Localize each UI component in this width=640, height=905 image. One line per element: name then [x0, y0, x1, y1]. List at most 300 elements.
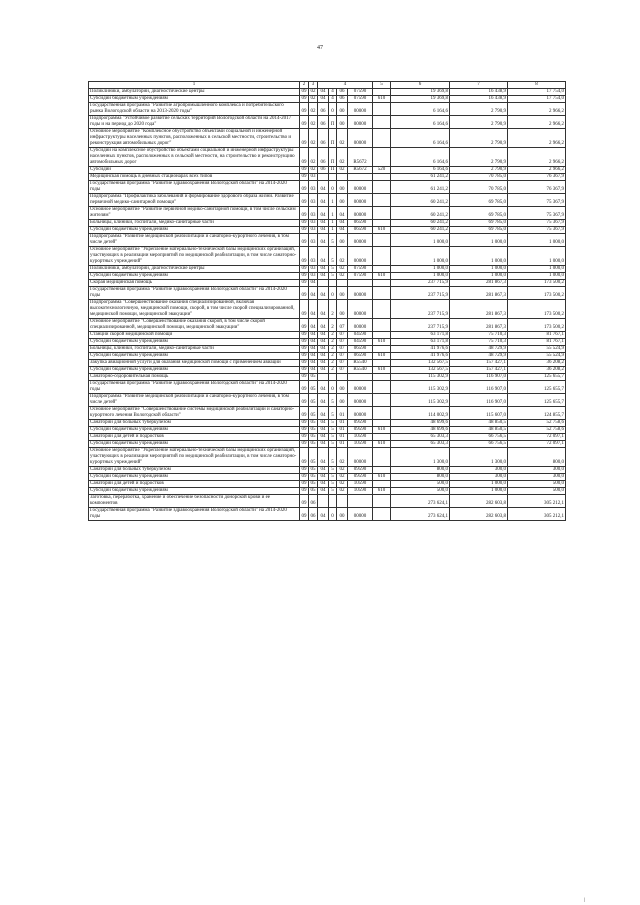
row-value-cell: 281 867,3 [450, 287, 508, 300]
row-name-cell: Станции скорой медицинской помощи [89, 332, 300, 339]
row-value-cell: 1 000,0 [391, 234, 450, 247]
row-value-cell: 09 [301, 360, 307, 365]
row-value-cell: 81 767,1 [508, 339, 566, 346]
row-value-cell: 00000 [348, 247, 373, 266]
row-value-cell: 1 000,0 [450, 481, 508, 488]
row-value-cell [373, 434, 391, 441]
table-row [89, 194, 566, 207]
row-value-cell: 5 [329, 407, 337, 420]
row-value-cell: 00000 [348, 394, 373, 407]
row-value-cell [337, 495, 348, 508]
table-row [89, 420, 566, 427]
table-row [89, 360, 566, 367]
row-value-cell: 04 [309, 319, 318, 332]
row-value-cell: 01 [337, 427, 348, 434]
row-value-cell: 500,0 [508, 488, 566, 495]
row-value-cell: 06 [318, 116, 329, 129]
row-value-cell: 36 208,2 [508, 367, 566, 374]
row-value-cell: 2 790,9 [450, 167, 508, 174]
row-value-cell [373, 467, 391, 474]
row-value-cell: 305 212,1 [508, 508, 566, 521]
row-value-cell: 09 [300, 247, 309, 266]
row-name-cell: Заготовка, переработка, хранение и обеспечение безопасности донорской крови и ее компонентов [89, 495, 300, 508]
row-value-cell: 1 [329, 220, 337, 227]
row-value-cell: 04 [318, 194, 329, 207]
row-value-cell: 04 [318, 448, 329, 467]
row-value-cell: 07590 [348, 266, 373, 273]
row-value-cell: 5 [329, 420, 337, 427]
row-value-cell [373, 280, 391, 287]
row-value-cell [373, 129, 391, 148]
row-value-cell [373, 174, 391, 181]
row-value-cell: 2 966,2 [508, 148, 566, 167]
row-value-cell: 610 [373, 488, 391, 495]
table-row [89, 495, 566, 508]
row-value-cell: 00000 [348, 300, 373, 319]
row-name-cell: Субсидии бюджетным учреждениям [89, 96, 300, 103]
table-row [89, 227, 566, 234]
row-value-cell [373, 374, 391, 381]
row-value-cell: 06590 [348, 353, 373, 360]
row-value-cell: 5 [329, 467, 337, 474]
row-value-cell: 00 [337, 181, 348, 194]
row-value-cell: 00000 [348, 194, 373, 207]
row-value-cell: 01 [337, 434, 348, 441]
row-value-cell: R5540 [348, 360, 373, 367]
row-value-cell: 800,0 [391, 474, 450, 481]
row-value-cell: 114 002,9 [391, 407, 450, 420]
row-value-cell: 04 [318, 407, 329, 420]
side-mark: | [584, 898, 586, 903]
row-value-cell: 1 000,0 [391, 266, 450, 273]
row-value-cell: 09 [301, 427, 307, 432]
row-value-cell: 03 [310, 266, 316, 271]
row-name-cell: Подпрограмма "Совершенствование оказания специализированной, включая высокотехнологичную, медицинской помощи, скорой, в том числе скорой специализированной, медицинской помощи, медицинской эвакуации" [89, 300, 300, 319]
row-name-cell: Основное мероприятие "Совершенствование системы медицинской реабилитации и санаторно-курортного лечения Вологодской области" [89, 407, 300, 420]
row-value-cell: 03 [309, 247, 318, 266]
row-value-cell: 09 [300, 207, 309, 220]
row-name-cell: Государственная программа "Развитие здравоохранения Вологодской области" на 2014-2020 годы [89, 287, 300, 300]
row-value-cell: 04 [310, 367, 316, 372]
row-value-cell: 132 567,5 [391, 360, 450, 367]
row-value-cell: 09 [301, 280, 307, 285]
row-value-cell: 01 [337, 420, 348, 427]
row-value-cell [373, 103, 391, 116]
row-value-cell: 07 [337, 339, 348, 346]
row-name-cell: Основное мероприятие "Укрепление материально-технической базы медицинских организаций, участвующих в реализации мероприятий по медицинской реабилитации, в том числе санаторно-курортных учреждений" [89, 448, 300, 467]
row-value-cell: 00 [337, 103, 348, 116]
row-name-cell: Подпрограмма "Развитие медицинской реабилитации и санаторно-курортного лечения, в том числе детей" [89, 394, 300, 407]
row-value-cell: 41 976,6 [391, 346, 450, 353]
row-value-cell: 04 [318, 420, 329, 427]
header-cell: 8 [508, 82, 566, 89]
row-value-cell: П [329, 167, 337, 174]
row-value-cell: 04 [318, 467, 329, 474]
row-value-cell: 61 241,2 [391, 174, 450, 181]
row-value-cell: 69 785,0 [450, 227, 508, 234]
row-value-cell [373, 220, 391, 227]
row-value-cell: 04 [337, 207, 348, 220]
table-row [89, 346, 566, 353]
row-value-cell: 1 000,0 [508, 247, 566, 266]
row-value-cell: 157 427,1 [450, 360, 508, 367]
row-name-cell: Больницы, клиники, госпитали, медико-санитарные части [89, 346, 300, 353]
row-value-cell: П [329, 116, 337, 129]
table-row [89, 467, 566, 474]
row-value-cell: 03 [309, 207, 318, 220]
table-row [89, 339, 566, 346]
row-value-cell: 1 000,0 [450, 273, 508, 280]
row-value-cell [373, 234, 391, 247]
row-value-cell [373, 394, 391, 407]
row-value-cell [373, 266, 391, 273]
row-value-cell: 72 097,1 [508, 441, 566, 448]
table-row [89, 103, 566, 116]
row-value-cell: 273 624,1 [391, 495, 450, 508]
row-value-cell [373, 287, 391, 300]
row-name-cell: Поликлиники, амбулатории, диагностические центры [89, 89, 300, 96]
row-value-cell: 00000 [348, 508, 373, 521]
row-name-cell: Санатории для детей и подростков [89, 481, 300, 488]
row-value-cell: 09 [301, 353, 307, 358]
row-name-cell: Основное мероприятие "Укрепление материально-технической базы медицинских организаций, участвующих в реализации мероприятий по медицинской реабилитации, в том числе санаторно-курортных учреждений" [89, 247, 300, 266]
row-value-cell: 5 [329, 394, 337, 407]
budget-table [88, 81, 566, 521]
row-value-cell: 09 [301, 220, 307, 225]
row-value-cell: 06 [318, 129, 329, 148]
row-value-cell: 04 [318, 332, 329, 339]
table-row [89, 367, 566, 374]
row-value-cell: 6 164,6 [391, 116, 450, 129]
row-value-cell: 5 [329, 234, 337, 247]
row-value-cell: 09 [300, 381, 309, 394]
row-name-cell: Санатории для детей и подростков [89, 434, 300, 441]
row-value-cell: 09 [301, 474, 307, 479]
row-value-cell: 5 [329, 247, 337, 266]
row-value-cell: 300,0 [508, 467, 566, 474]
row-value-cell: 04 [318, 441, 329, 448]
row-value-cell: 09 [300, 407, 309, 420]
row-value-cell: 07 [337, 346, 348, 353]
row-value-cell: 01 [337, 441, 348, 448]
row-value-cell: 00000 [348, 381, 373, 394]
row-value-cell: 237 715,9 [391, 319, 450, 332]
row-value-cell: 0 [329, 381, 337, 394]
row-value-cell: 610 [373, 441, 391, 448]
row-value-cell [337, 280, 348, 287]
row-value-cell: 09 [300, 194, 309, 207]
table-row [89, 332, 566, 339]
row-value-cell: 60 241,2 [391, 194, 450, 207]
row-value-cell: 09 [301, 273, 307, 278]
row-value-cell: 02 [337, 467, 348, 474]
row-value-cell: 66 756,5 [450, 441, 508, 448]
row-value-cell: 04 [318, 220, 329, 227]
row-value-cell: 04 [318, 427, 329, 434]
row-value-cell: 05 [309, 407, 318, 420]
row-value-cell: 03 [309, 234, 318, 247]
row-value-cell [318, 495, 329, 508]
row-value-cell: 300,0 [450, 467, 508, 474]
row-value-cell: 04 [318, 319, 329, 332]
row-value-cell: 237 715,9 [391, 280, 450, 287]
row-value-cell: 09 [300, 300, 309, 319]
row-value-cell: 04 [318, 266, 329, 273]
row-value-cell: 09 [301, 96, 307, 101]
row-value-cell [373, 89, 391, 96]
row-value-cell: 04 [337, 220, 348, 227]
row-value-cell: 00000 [348, 103, 373, 116]
row-value-cell: 116 907,0 [450, 374, 508, 381]
table-row [89, 234, 566, 247]
row-name-cell: Подпрограмма "Развитие медицинской реабилитации и санаторно-курортного лечения, в том числе детей" [89, 234, 300, 247]
row-value-cell: 05 [310, 441, 316, 446]
row-value-cell: 116 907,0 [450, 381, 508, 394]
row-value-cell: 05 [310, 474, 316, 479]
row-value-cell: 1 000,0 [450, 266, 508, 273]
row-value-cell [348, 495, 373, 508]
row-value-cell: 2 966,2 [508, 103, 566, 116]
row-value-cell: 04 [318, 96, 329, 103]
row-value-cell: 04 [318, 89, 329, 96]
row-value-cell [373, 481, 391, 488]
row-value-cell: 19 369,8 [391, 89, 450, 96]
table-row [89, 167, 566, 174]
row-value-cell: 0 [329, 181, 337, 194]
row-name-cell: Санатории для больных туберкулезом [89, 467, 300, 474]
row-value-cell: 04 [318, 434, 329, 441]
row-value-cell: 07590 [348, 89, 373, 96]
row-value-cell: 04 [318, 474, 329, 481]
row-value-cell: 09 [300, 116, 309, 129]
row-value-cell: 02 [309, 116, 318, 129]
row-value-cell: 06 [318, 103, 329, 116]
row-value-cell [373, 495, 391, 508]
header-cell: 1 [89, 82, 300, 89]
row-value-cell: 04 [318, 300, 329, 319]
row-value-cell: 610 [373, 96, 391, 103]
row-value-cell: 00000 [348, 319, 373, 332]
table-row [89, 374, 566, 381]
row-value-cell: 09 [301, 441, 307, 446]
row-value-cell: R5672 [348, 167, 373, 174]
header-cell: 5 [373, 82, 391, 89]
row-value-cell: 5 [329, 266, 337, 273]
table-row [89, 287, 566, 300]
row-value-cell: 5 [329, 481, 337, 488]
row-value-cell: 04 [318, 207, 329, 220]
row-value-cell: 00 [337, 234, 348, 247]
row-value-cell: R5540 [348, 367, 373, 374]
row-value-cell: 2 790,9 [450, 103, 508, 116]
row-value-cell: 6 164,6 [391, 103, 450, 116]
row-value-cell: 173 500,2 [508, 319, 566, 332]
row-value-cell: 06590 [348, 227, 373, 234]
row-value-cell: 00 [337, 116, 348, 129]
row-value-cell: 610 [373, 367, 391, 374]
row-value-cell: 09 [300, 448, 309, 467]
row-value-cell: 69 785,0 [450, 220, 508, 227]
row-value-cell: 09 [301, 339, 307, 344]
row-value-cell: 09 [301, 346, 307, 351]
row-value-cell: 2 966,2 [508, 129, 566, 148]
row-value-cell: 69 785,0 [450, 194, 508, 207]
row-value-cell [373, 332, 391, 339]
row-value-cell: 5 [329, 441, 337, 448]
row-value-cell: 36 208,2 [508, 360, 566, 367]
table-row [89, 116, 566, 129]
table-row [89, 381, 566, 394]
row-value-cell: 281 867,3 [450, 300, 508, 319]
row-value-cell: 5 [329, 448, 337, 467]
row-value-cell: 2 966,2 [508, 116, 566, 129]
row-value-cell: 75 367,9 [508, 227, 566, 234]
row-value-cell: 500,0 [508, 481, 566, 488]
row-value-cell: 48 850,5 [450, 427, 508, 434]
row-name-cell: Субсидии бюджетным учреждениям [89, 353, 300, 360]
row-value-cell: 300,0 [508, 474, 566, 481]
row-value-cell: 03 [310, 273, 316, 278]
row-value-cell: 63 171,8 [391, 339, 450, 346]
row-value-cell: 02 [309, 103, 318, 116]
header-row [89, 82, 566, 89]
row-value-cell: 60 241,2 [391, 227, 450, 234]
row-value-cell: 04 [318, 247, 329, 266]
table-row [89, 129, 566, 148]
table-row [89, 441, 566, 448]
row-value-cell: 00000 [348, 407, 373, 420]
row-value-cell: 520 [373, 167, 391, 174]
row-name-cell: Субсидии бюджетным учреждениям [89, 474, 300, 481]
table-row [89, 434, 566, 441]
table-row [89, 427, 566, 434]
row-value-cell: 300,0 [450, 474, 508, 481]
table-row [89, 181, 566, 194]
row-value-cell: 66 756,5 [450, 434, 508, 441]
row-value-cell: 6 164,6 [391, 129, 450, 148]
row-value-cell: 61 241,2 [391, 181, 450, 194]
row-value-cell: 00000 [348, 448, 373, 467]
row-value-cell: R5672 [348, 148, 373, 167]
row-value-cell: 10590 [348, 434, 373, 441]
header-cell: 6 [391, 82, 450, 89]
row-value-cell [373, 207, 391, 220]
row-value-cell: 60 241,2 [391, 220, 450, 227]
row-value-cell: 1 000,0 [450, 247, 508, 266]
row-value-cell: 10590 [348, 481, 373, 488]
row-value-cell: 610 [373, 427, 391, 434]
row-value-cell: 04 [318, 339, 329, 346]
row-value-cell: 09 [301, 367, 307, 372]
row-value-cell: 55 524,9 [508, 346, 566, 353]
row-value-cell: 02 [309, 129, 318, 148]
row-value-cell: 157 427,1 [450, 367, 508, 374]
row-value-cell [373, 319, 391, 332]
row-name-cell: Основное мероприятие "Совершенствование оказания скорой, в том числе скорой специализированной, медицинской помощи, медицинской эвакуации" [89, 319, 300, 332]
row-value-cell: П [329, 148, 337, 167]
row-value-cell: 04 [310, 360, 316, 365]
row-value-cell: 09590 [348, 420, 373, 427]
row-value-cell: 610 [373, 273, 391, 280]
row-value-cell: 05 [310, 427, 316, 432]
row-value-cell: 05 [310, 488, 316, 493]
row-value-cell [337, 174, 348, 181]
row-value-cell: 2 [329, 319, 337, 332]
row-value-cell: 1 000,0 [508, 234, 566, 247]
table-row [89, 481, 566, 488]
row-value-cell: 00000 [348, 234, 373, 247]
row-value-cell: 5 [329, 434, 337, 441]
row-value-cell: 04 [318, 287, 329, 300]
row-value-cell: 69 785,0 [450, 207, 508, 220]
table-row [89, 220, 566, 227]
row-value-cell: 00 [337, 394, 348, 407]
row-value-cell: 06 [318, 148, 329, 167]
row-value-cell: 09 [301, 89, 307, 94]
row-name-cell: Субсидии бюджетным учреждениям [89, 488, 300, 495]
row-value-cell: 04 [318, 353, 329, 360]
row-name-cell: Государственная программа "Развитие здравоохранения Вологодской области" на 2014-2020 годы [89, 508, 300, 521]
row-value-cell: 02 [337, 167, 348, 174]
row-value-cell: 05 [310, 434, 316, 439]
row-value-cell: 09 [301, 167, 307, 172]
row-value-cell: 17 754,0 [508, 89, 566, 96]
row-value-cell: 09 [301, 420, 307, 425]
row-value-cell: 09 [300, 508, 309, 521]
row-value-cell: 00 [337, 300, 348, 319]
row-value-cell: 09 [300, 394, 309, 407]
row-value-cell: 2 [329, 360, 337, 367]
row-value-cell: 00 [337, 194, 348, 207]
row-value-cell: 07 [337, 319, 348, 332]
row-value-cell [373, 247, 391, 266]
row-name-cell: Субсидии бюджетным учреждениям [89, 441, 300, 448]
row-value-cell: 75 367,9 [508, 194, 566, 207]
header-cell: 2 [300, 82, 309, 89]
row-value-cell [373, 508, 391, 521]
row-value-cell: 04 [318, 181, 329, 194]
row-value-cell [373, 346, 391, 353]
row-value-cell [348, 374, 373, 381]
row-value-cell: 500,0 [391, 481, 450, 488]
row-value-cell: 00000 [348, 287, 373, 300]
row-value-cell: 1 000,0 [391, 273, 450, 280]
row-value-cell [329, 174, 337, 181]
row-value-cell: 610 [373, 339, 391, 346]
row-value-cell: 05 [310, 481, 316, 486]
row-value-cell [373, 360, 391, 367]
row-value-cell: 0 [329, 508, 337, 521]
row-value-cell: 115 302,9 [391, 374, 450, 381]
row-value-cell: 70 785,0 [450, 174, 508, 181]
row-value-cell: 2 [329, 353, 337, 360]
row-name-cell: Субсидии бюджетным учреждениям [89, 227, 300, 234]
row-value-cell: 1 [329, 227, 337, 234]
row-value-cell: 02 [337, 448, 348, 467]
row-value-cell: 5 [329, 488, 337, 495]
row-value-cell: 125 655,7 [508, 374, 566, 381]
row-value-cell: 04590 [348, 332, 373, 339]
row-value-cell [337, 374, 348, 381]
row-value-cell: 03 [310, 174, 316, 179]
header-cell: 7 [450, 82, 508, 89]
row-value-cell: 116 907,0 [450, 394, 508, 407]
table-row [89, 266, 566, 273]
row-value-cell: 5 [329, 474, 337, 481]
row-name-cell: Больницы, клиники, госпитали, медико-санитарные части [89, 220, 300, 227]
row-value-cell: 02 [337, 247, 348, 266]
row-value-cell: 1 300,0 [450, 448, 508, 467]
